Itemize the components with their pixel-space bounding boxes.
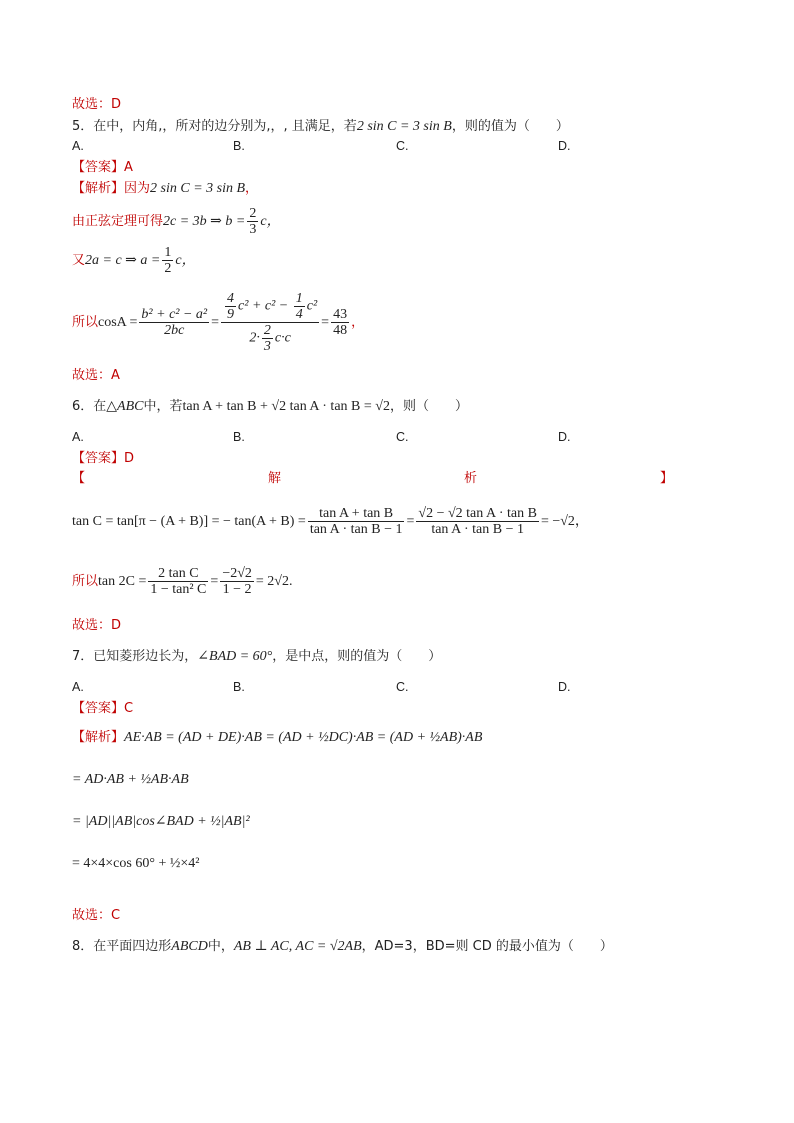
q6-head: 6．在 bbox=[72, 399, 107, 414]
q5-s2-tail: c， bbox=[260, 214, 281, 229]
q5-s3-frac bbox=[162, 245, 173, 276]
q8-tail: ，AD=3，BD=则 CD 的最小值为（ ） bbox=[361, 939, 613, 954]
q5-s1-math: 2 sin C = 3 sin B bbox=[150, 181, 246, 196]
q8-condition: AB ⊥ AC, AC = √2AB bbox=[233, 939, 362, 954]
q7-answer bbox=[72, 700, 133, 718]
q6-l2-frac1-den: 1 − tan² C bbox=[150, 582, 207, 597]
q5-s3-tail: c， bbox=[175, 253, 196, 268]
q7-option-c[interactable]: C. bbox=[396, 680, 409, 694]
q7-answer-value: C bbox=[124, 701, 134, 716]
q7-analysis-line-1 bbox=[72, 728, 482, 748]
q6-tail: ，则（ ） bbox=[389, 399, 468, 414]
q6-analysis-line-1: tan C = tan[π − (A + B)] = − tan(A + B) = $\frac{\text{tan A + tan B}}{\text{tan A · tan B − 1}}$ = $\frac{\text{√2 − √2 tan A · tan B}}{\text{tan A · tan B − 1}}$ = −√2， bbox=[72, 506, 589, 538]
q5-s4-frac-2: $\frac{4}{9}$ c² + c² − $\frac{1}{4}$ c² 2· $\frac{2}{3}$ c·c bbox=[221, 291, 319, 354]
q5-s2-frac-den: 3 bbox=[249, 222, 257, 237]
q7-l1: AE·AB = (AD + DE)·AB = (AD + ½DC)·AB = (AD + ½AB)·AB bbox=[124, 730, 483, 745]
q5-analysis-line-4 bbox=[72, 290, 364, 356]
q5-s3: 又 bbox=[72, 253, 86, 268]
q5-head: 5．在中，内角,，所对的边分别为,，, 且满足，若 bbox=[72, 119, 357, 134]
q6-l1-end: = −√2， bbox=[540, 514, 589, 529]
q6-analysis-char-1: 解 bbox=[268, 471, 282, 486]
q5-option-b[interactable]: B. bbox=[233, 139, 245, 153]
question-6-stem bbox=[72, 398, 468, 416]
q6-l1-frac-2 bbox=[416, 506, 539, 537]
q6-l2-frac2-num: −2√2 bbox=[222, 566, 252, 581]
q5-s2-frac bbox=[247, 206, 258, 237]
q6-option-b[interactable]: B. bbox=[233, 430, 245, 444]
q5-analysis-line-1 bbox=[72, 180, 258, 198]
q5-s2: 由正弦定理可得 bbox=[72, 214, 164, 229]
q5-s3-frac-num: 1 bbox=[164, 245, 172, 260]
q6-l2-frac2-den: 1 − 2 bbox=[222, 582, 252, 597]
q5-answer bbox=[72, 159, 133, 177]
question-8-stem bbox=[72, 938, 613, 956]
q5-s1: 因为 bbox=[124, 181, 151, 196]
q7-option-a[interactable]: A. bbox=[72, 680, 84, 694]
q5-s4-eq: = bbox=[211, 315, 220, 330]
q6-equation: tan A + tan B + √2 tan A · tan B = √2 bbox=[182, 399, 390, 414]
q5-s3-math: 2a = c ⇒ a = bbox=[85, 253, 161, 268]
q6-analysis-line-2: 所以tan 2C = $\frac{\text{2 tan C}}{\text{1 − tan² C}}$ = $\frac{-2√2}{1 - 2}$ = 2√2. bbox=[72, 566, 293, 597]
q6-l2-a: 所以 bbox=[72, 574, 99, 589]
q6-answer-value: D bbox=[124, 451, 135, 466]
q6-l2-frac1-num: 2 tan C bbox=[148, 566, 208, 582]
q5-tail: ，则的值为（ ） bbox=[451, 119, 569, 134]
question-7-stem bbox=[72, 648, 441, 666]
q7-analysis-tag: 【解析】 bbox=[72, 730, 125, 745]
q5-s4-math: cosA = bbox=[98, 315, 138, 330]
q6-conclusion: 故选：D bbox=[72, 618, 122, 633]
q5-s4-frac3-num: 43 bbox=[333, 307, 348, 322]
q7-analysis-line-2: = AD·AB + ½AB·AB bbox=[72, 772, 189, 787]
q6-l2-b: tan 2C = bbox=[98, 574, 147, 589]
q5-s1-end: ， bbox=[245, 181, 259, 196]
q5-analysis-tag: 【解析】 bbox=[72, 181, 125, 196]
q6-l2-frac-1 bbox=[148, 566, 208, 597]
q7-option-d[interactable]: D. bbox=[558, 680, 571, 694]
q5-option-d[interactable]: D. bbox=[558, 139, 571, 153]
q8-mid: 中， bbox=[207, 939, 234, 954]
q5-s4-end: ， bbox=[351, 315, 365, 330]
q6-answer-tag: 【答案】 bbox=[72, 451, 125, 466]
q5-answer-value: A bbox=[124, 160, 133, 175]
q6-l1-frac1-den: tan A · tan B − 1 bbox=[309, 522, 403, 538]
q6-mid: 中，若 bbox=[143, 399, 183, 414]
q5-s3-frac-den: 2 bbox=[164, 261, 172, 276]
conclusion-prev: 故选：D bbox=[72, 97, 122, 112]
q6-l1-frac-1 bbox=[308, 506, 405, 537]
q5-answer-tag: 【答案】 bbox=[72, 160, 125, 175]
q5-s2-math: 2c = 3b ⇒ b = bbox=[163, 214, 246, 229]
q7-answer-tag: 【答案】 bbox=[72, 701, 125, 716]
q7-tail: ，是中点，则的值为（ ） bbox=[272, 649, 442, 664]
q6-analysis-open: 【 bbox=[72, 471, 86, 486]
q6-option-a[interactable]: A. bbox=[72, 430, 84, 444]
q6-answer bbox=[72, 450, 134, 468]
q6-option-c[interactable]: C. bbox=[396, 430, 409, 444]
q5-s4-frac1-num: b² + c² − a² bbox=[141, 307, 208, 322]
q6-triangle: △ABC bbox=[106, 399, 144, 414]
q5-s4-frac-1 bbox=[139, 307, 209, 338]
q5-analysis-line-2 bbox=[72, 204, 281, 240]
q6-analysis-close: 】 bbox=[660, 471, 674, 486]
q5-option-c[interactable]: C. bbox=[396, 139, 409, 153]
q6-l1-frac2-den: tan A · tan B − 1 bbox=[431, 522, 524, 538]
q5-s2-frac-num: 2 bbox=[249, 206, 257, 221]
q5-s4: 所以 bbox=[72, 315, 99, 330]
q6-l2-end: = 2√2. bbox=[255, 574, 293, 589]
q6-l1-frac2-num: √2 − √2 tan A · tan B bbox=[418, 506, 537, 522]
q7-angle: ∠BAD = 60° bbox=[197, 649, 273, 664]
q5-s4-inner-frac-c: $\frac{2}{3}$ bbox=[263, 323, 271, 354]
q5-s4-eq-2: = bbox=[321, 315, 330, 330]
q5-s4-inner-frac-a: $\frac{4}{9}$ bbox=[227, 291, 235, 322]
q5-s4-inner-frac-b: $\frac{1}{4}$ bbox=[295, 291, 303, 322]
q5-option-a[interactable]: A. bbox=[72, 139, 84, 153]
q5-condition: 2 sin C = 3 sin B bbox=[356, 119, 452, 134]
q5-s4-frac-3 bbox=[331, 307, 349, 338]
q7-analysis-line-4: = 4×4×cos 60° + ½×4² bbox=[72, 856, 200, 871]
q7-analysis-line-3: = |AD||AB|cos∠BAD + ½|AB|² bbox=[72, 814, 250, 829]
q7-conclusion: 故选：C bbox=[72, 908, 121, 923]
q6-l1-a: tan C = tan[π − (A + B)] = − tan(A + B) = bbox=[72, 514, 306, 529]
q6-option-d[interactable]: D. bbox=[558, 430, 571, 444]
q6-analysis-char-2: 析 bbox=[464, 471, 478, 486]
q5-s4-frac1-den: 2bc bbox=[164, 323, 185, 338]
q5-conclusion: 故选：A bbox=[72, 368, 120, 383]
q5-s4-frac3-den: 48 bbox=[333, 323, 348, 338]
q8-head: 8．在平面四边形 bbox=[72, 939, 172, 954]
q6-l2-frac-2 bbox=[220, 566, 254, 597]
q8-quad: ABCD bbox=[171, 939, 208, 954]
q7-head: 7．已知菱形边长为， bbox=[72, 649, 198, 664]
q5-analysis-line-3 bbox=[72, 243, 196, 279]
q7-option-b[interactable]: B. bbox=[233, 680, 245, 694]
q6-l1-frac1-num: tan A + tan B bbox=[308, 506, 405, 522]
question-5-stem bbox=[72, 118, 569, 136]
